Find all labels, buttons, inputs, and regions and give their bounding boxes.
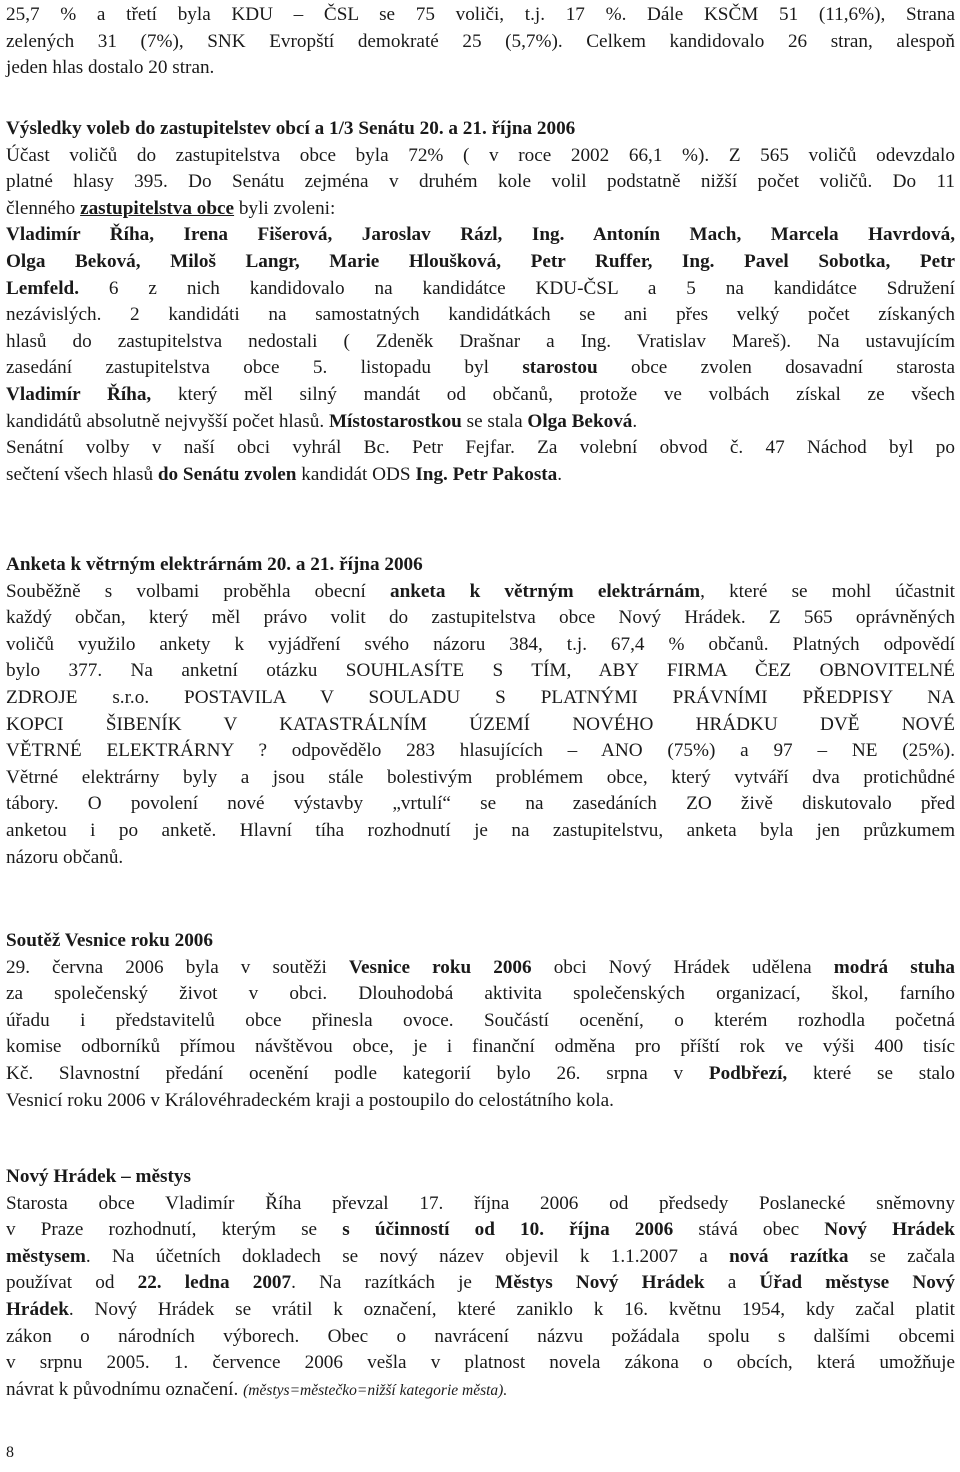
text-line: používat od 22. ledna 2007. Na razítkách je Městys Nový Hrádek a Úřad městyse Nový [6,1272,955,1294]
text-line: návrat k původnímu označení. (městys=městečko=nižší kategorie města). [6,1378,508,1400]
text-line: 25,7 % a třetí byla KDU – ČSL se 75 voliči, t.j. 17 %. Dále KSČM 51 (11,6%), Strana [6,4,955,25]
text-line: zelených 31 (7%), SNK Evropští demokraté 25 (5,7%). Celkem kandidovalo 26 stran, alespoň [6,30,955,52]
village-contest-section [6,928,955,1114]
text-line: 29. června 2006 byla v soutěži Vesnice roku 2006 obci Nový Hrádek udělena modrá stuha [6,956,956,978]
text-line: Lemfeld. 6 z nich kandidovalo na kandidátce KDU-ČSL a 5 na kandidátce Sdružení [6,277,955,299]
election-results-section [6,116,955,488]
text-line: Souběžně s volbami proběhla obecní anketa k větrným elektrárnám, které se mohl účastnit [6,580,955,602]
text-line: Kč. Slavnostní předání ocenění podle kategorií bylo 26. srpna v Podbřezí, které se stalo [6,1062,955,1084]
text-line: v Praze rozhodnutí, kterým se s účinností od 10. října 2006 stává obec Nový Hrádek [6,1219,955,1241]
text-line: VĚTRNÉ ELEKTRÁRNY ? odpovědělo 283 hlasujících – ANO (75%) a 97 – NE (25%). [6,740,955,762]
text-line: zasedání zastupitelstva obce 5. listopadu byl starostou obce zvolen dosavadní starosta [6,357,955,379]
section-heading: Výsledky voleb do zastupitelstev obcí a 1/3 Senátu 20. a 21. října 2006 [6,118,576,139]
market-town-section [6,1164,955,1404]
text-line: sečtení všech hlasů do Senátu zvolen kandidát ODS Ing. Petr Pakosta. [6,463,563,485]
text-line: anketou i po anketě. Hlavní tíha rozhodnutí je na zastupitelstvu, anketa byla jen průzkumem [6,819,955,841]
text-line: bylo 377. Na anketní otázku SOUHLASÍTE S TÍM, ABY FIRMA ČEZ OBNOVITELNÉ [6,660,955,682]
section-heading: Soutěž Vesnice roku 2006 [6,930,213,951]
text-line: kandidátů absolutně nejvyšší počet hlasů. Místostarostkou se stala Olga Beková. [6,410,638,432]
text-line: voličů využilo ankety k vyjádření svého názoru 384, t.j. 67,4 % občanů. Platných odpovědí [6,633,955,655]
text-line: hlasů do zastupitelstva nedostali ( Zdeněk Drašnar a Ing. Vratislav Mareš). Na ustavujícím [6,330,955,352]
text-line: Účast voličů do zastupitelstva obce byla 72% ( v roce 2002 66,1 %). Z 565 voličů odevzdalo [6,144,955,166]
text-line: Starosta obce Vladimír Říha převzal 17. října 2006 od předsedy Poslanecké sněmovny [6,1192,955,1214]
wind-survey-section [6,552,955,871]
text-line: členného zastupitelstva obce byli zvoleni: [6,197,336,219]
text-line: komise odborníků přímou návštěvou obce, je i finanční odměna pro příští rok ve výši 400 tisíc [6,1036,955,1058]
text-line: Senátní volby v naší obci vyhrál Bc. Petr Fejfar. Za volební obvod č. 47 Náchod byl po [6,437,955,459]
text-line: v srpnu 2005. 1. července 2006 vešla v platnost novela zákona o obcích, která umožňuje [6,1352,955,1374]
elected-names-line: Vladimír Říha, Irena Fišerová, Jaroslav Rázl, Ing. Antonín Mach, Marcela Havrdová, [6,224,955,246]
text-line: Větrné elektrárny byly a jsou stále bolestivým problémem obce, který vytváří dva protichůdné [6,766,955,788]
section-heading: Nový Hrádek – městys [6,1166,191,1187]
text-line: každý občan, který měl právo volit do zastupitelstva obce Nový Hrádek. Z 565 oprávněných [6,607,955,629]
text-line: Vesnicí roku 2006 v Královéhradeckém kraji a postoupilo do celostátního kola. [6,1089,614,1111]
text-line: za společenský život v obci. Dlouhodobá aktivita společenských organizací, škol, farního [6,983,955,1005]
page-number: 8 [6,1444,14,1461]
text-line: ZDROJE s.r.o. POSTAVILA V SOULADU S PLATNÝMI PRÁVNÍMI PŘEDPISY NA [6,686,955,708]
intro-paragraph [6,2,955,82]
text-line: městysem. Na účetních dokladech se nový název objevil k 1.1.2007 a nová razítka se začala [6,1245,955,1267]
text-line: KOPCI ŠIBENÍK V KATASTRÁLNÍM ÚZEMÍ NOVÉHO HRÁDKU DVĚ NOVÉ [6,713,955,735]
text-line: Vladimír Říha, který měl silný mandát od občanů, protože ve volbách získal ze všech [6,383,955,405]
text-line: názoru občanů. [6,846,124,868]
text-line: Hrádek. Nový Hrádek se vrátil k označení, které zaniklo k 16. květnu 1954, kdy začal platit [6,1298,955,1320]
text-line: úřadu i představitelů obce přinesla ovoce. Součástí ocenění, o kterém rozhodla početná [6,1009,955,1031]
text-line: platné hlasy 395. Do Senátu zejména v druhém kole volil podstatně nižší počet voličů. Do 11 [6,171,955,193]
section-heading: Anketa k větrným elektrárnám 20. a 21. října 2006 [6,554,423,575]
text-line: nezávislých. 2 kandidáti na samostatných kandidátkách se ani přes velký počet získaných [6,304,955,326]
elected-names-line: Olga Beková, Miloš Langr, Marie Hloušková, Petr Ruffer, Ing. Pavel Sobotka, Petr [6,250,955,272]
text-line: jeden hlas dostalo 20 stran. [6,57,215,79]
text-line: tábory. O povolení nové výstavby „vrtulí“ se na zasedáních ZO živě diskutovalo před [6,793,955,815]
text-line: zákon o národních výborech. Obec o navrácení názvu požádala spolu s dalšími obcemi [6,1325,955,1347]
